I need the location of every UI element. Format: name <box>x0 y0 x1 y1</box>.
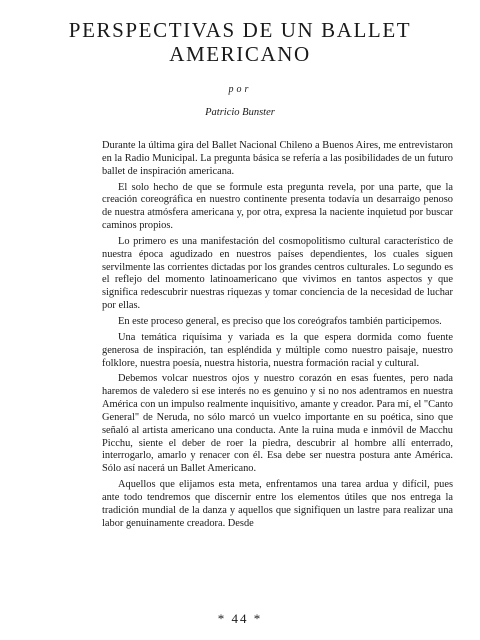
paragraph: Durante la última gira del Ballet Nacional Chileno a Buenos Aires, me entrevistaron en la Radio Municipal. La pregunta básica se refería a las posibilidades de un futuro ballet de inspiración americana. <box>102 140 453 177</box>
author-name: Patricio Bunster <box>205 107 275 118</box>
paragraph: En este proceso general, es preciso que los coreógrafos también participemos. <box>118 315 442 327</box>
byline: por <box>228 84 252 95</box>
article-body <box>102 140 453 533</box>
paragraph: Debemos volcar nuestros ojos y nuestro corazón en esas fuentes, pero nada haremos de valedero si ese interés no es genuino y si no nos adentramos en nuestra América con un impulso realmente inquisitivo, amante y creador. Para mí, el "Canto General" de Neruda, no sólo marcó un vuelco importante en su poética, sino que señaló al artista americano una conducta. Ante la ruina muda e inmóvil de Macchu Picchu, siente el deber de roer la piedra, descubrir al hombre allí enterrado, interrogarlo, amarlo y renacer con él. Esa debe ser nuestra postura ante América. Sólo así nacerá un Ballet Americano. <box>102 373 453 475</box>
paragraph: Aquellos que elijamos esta meta, enfrentamos una tarea ardua y difícil, pues ante todo tendremos que discernir entre los elementos útiles que nos entrega la tradición mundial de la danza y aquellos que signifiquen un lastre para realizar una labor genuinamente creadora. Desde <box>102 479 453 529</box>
paragraph: Una temática riquísima y variada es la que espera dormida como fuente generosa de inspiración, tan espléndida y múltiple como nuestro paisaje, nuestro folklore, nuestra poesía, nuestra historia, nuestra formación racial y cultural. <box>102 331 453 369</box>
title-line-2: AMERICANO <box>169 42 311 66</box>
title-line-1: PERSPECTIVAS DE UN BALLET <box>68 18 412 42</box>
article-title <box>0 18 480 66</box>
paragraph: El solo hecho de que se formule esta pregunta revela, por una parte, que la creación coreográfica en nuestro continente presenta todavía un desarraigo penoso de nuestra atmósfera americana y, por otra, expresa la naciente inquietud por buscar caminos propios. <box>102 181 453 232</box>
paragraph: Lo primero es una manifestación del cosmopolitismo cultural característico de nuestra época agudizado en nuestros países dependientes, los cuales siguen servilmente las corrientes dictadas por los grandes centros culturales. Lo segundo es el reflejo del momento latinoamericano que vivimos en tantos aspectos y que significa redescubrir nuestras riquezas y tomar conciencia de la necesidad de luchar por ellas. <box>102 235 453 312</box>
page-number: * 44 * <box>217 611 263 626</box>
